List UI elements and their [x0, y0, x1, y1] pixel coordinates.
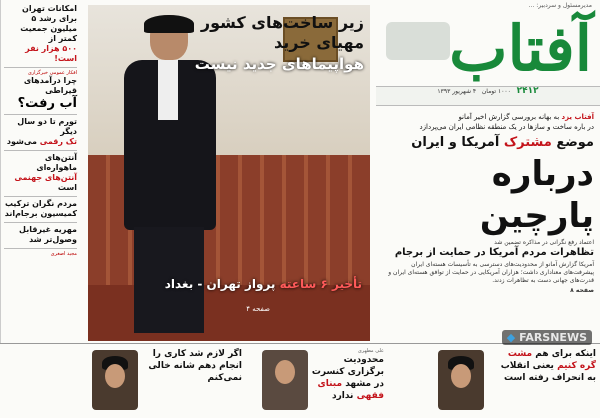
- left-news-item[interactable]: [4, 151, 77, 197]
- bottom-story[interactable]: [430, 344, 600, 418]
- watermark-text: FARSNEWS: [519, 331, 587, 344]
- left-item-title-red: تک رقمی: [39, 137, 77, 146]
- sub-red: مشترک: [503, 135, 552, 150]
- story-page-ref: صفحه ۸: [570, 287, 594, 294]
- farsnews-watermark: [502, 330, 592, 345]
- left-news-item[interactable]: [4, 249, 77, 260]
- bottom-text: [490, 348, 596, 384]
- bottom-photo: [92, 350, 138, 410]
- section-headline[interactable]: تظاهرات مردم آمریکا در حمایت از برجام: [394, 247, 594, 258]
- left-item-big-title: آب رفت؟: [17, 96, 77, 111]
- bottom-h-pre: اینکه برای هم: [535, 349, 596, 359]
- photo-headline-2: هواپیماهای جدید نیست: [194, 55, 364, 73]
- bottom-h-pre: محدودیت برگزاری کنسرت در مشهد: [311, 355, 384, 389]
- bottom-text: [308, 348, 384, 402]
- left-news-item[interactable]: [4, 68, 77, 115]
- bottom-photo: [438, 350, 484, 410]
- photo-headline-1: زیر ساخت‌های کشور مهیای خرید: [200, 13, 364, 52]
- left-item-title: مهریه غیرقابل وصول‌تر شد: [19, 225, 77, 244]
- left-item-title-end: است: [57, 183, 77, 192]
- bottom-headline: [490, 348, 596, 384]
- pilot-cap: [144, 15, 194, 33]
- masthead-top-line: مدیرمسئول و سردبیر: ...: [528, 2, 592, 9]
- bottom-author: علی مطهری: [357, 348, 384, 354]
- left-item-title: مردم نگران ترکیب کمیسیون برجام‌اند: [4, 199, 77, 218]
- bottom-news-strip: [0, 343, 600, 418]
- face-shape: [451, 364, 471, 388]
- bottom-headline: [308, 354, 384, 402]
- bottom-h-post: یعنی انقلاب به انحراف رفته است: [500, 361, 596, 383]
- left-item-kicker: افکار عمومی خبرگزاری: [27, 70, 77, 76]
- left-news-item[interactable]: [4, 197, 77, 223]
- left-item-title-red: ۵۰۰ هزار نفر است!: [25, 44, 77, 63]
- story-body: آمریکا گزارش آمانو از محدودیت‌های دسترسی به تأسیسات هسته‌ای ایران پیشرفت‌های معناداری داشت؛ هزاران آمریکایی در حمایت از توافق هسته‌ای ایران و قدرت‌های جهانی دست به تظاهرات زدند.: [388, 261, 594, 284]
- face-shape: [275, 360, 295, 384]
- source-rest: به بهانه برورسی گزارش اخیر آمانو: [458, 113, 560, 121]
- sub-post: آمریکا و ایران: [411, 135, 500, 150]
- newspaper-logo[interactable]: آفتاب: [449, 12, 592, 85]
- watermark-icon: ◆: [506, 331, 516, 344]
- bottom-h-red: مبنای فقهی: [317, 379, 384, 401]
- bottom-h-pre: اگر لازم شد: [189, 349, 242, 359]
- world-map-graphic: [386, 22, 450, 60]
- source-red: آفتاب یزد: [561, 113, 594, 121]
- bottom-story[interactable]: [256, 344, 386, 418]
- photo-caption: [112, 277, 362, 291]
- left-news-item[interactable]: [4, 223, 77, 249]
- bottom-text: [142, 348, 242, 384]
- left-item-title: تورم تا دو سال دیگر: [17, 117, 77, 136]
- story-lead: در باره ساخت و سازها در یک منطقه نظامی ایران می‌پردازد: [419, 123, 594, 131]
- masthead-info-bar: [376, 86, 600, 106]
- left-news-column: [0, 0, 80, 343]
- story-source: [382, 112, 594, 122]
- left-item-title-red: آنتن‌های جهنمی: [14, 173, 77, 182]
- bottom-h-red: مشت گره کنیم: [507, 349, 596, 371]
- photo-caption-rest: پرواز تهران - بغداد: [164, 277, 276, 291]
- date-line: ۴ شهریور ۱۳۹۳: [437, 88, 477, 95]
- photo-page-ref: صفحه ۴: [246, 305, 270, 313]
- left-news-item[interactable]: [4, 2, 77, 68]
- story-subheadline: [382, 134, 594, 151]
- main-story[interactable]: [376, 112, 600, 342]
- left-item-title: امکانات تهران برای رشد ۵ میلیون جمعیت کمتر از: [20, 4, 77, 43]
- face-shape: [105, 364, 125, 388]
- lead-photo[interactable]: [88, 5, 370, 341]
- sub-pre: موضع: [556, 135, 594, 150]
- section-kicker: اعتماد رفع نگرانی در مذاکره تضمین شد: [494, 239, 594, 246]
- issue-number: ۲۴۱۲: [516, 86, 539, 96]
- bottom-h-rest: کاری را انجام دهم شانه خالی نمی‌کنم: [148, 349, 242, 383]
- left-item-title: چرا درآمدهای قیراطی: [23, 76, 77, 95]
- main-headline[interactable]: درباره پارچین: [479, 154, 594, 236]
- photo-caption-red: تأخیر ۶ ساعته: [279, 277, 362, 291]
- bottom-headline: [142, 348, 242, 384]
- left-news-item[interactable]: [4, 115, 77, 151]
- bottom-h-post: ندارد: [331, 391, 354, 401]
- masthead: [376, 0, 600, 108]
- bottom-photo: [262, 350, 308, 410]
- left-item-title: آنتن‌های ماهواره‌ای: [36, 153, 77, 172]
- left-item-title-end: می‌شود: [6, 137, 37, 146]
- left-item-kicker: مجید اصغری: [50, 251, 77, 257]
- price: ۱۰۰۰ تومان: [481, 88, 511, 95]
- bottom-story[interactable]: [86, 344, 246, 418]
